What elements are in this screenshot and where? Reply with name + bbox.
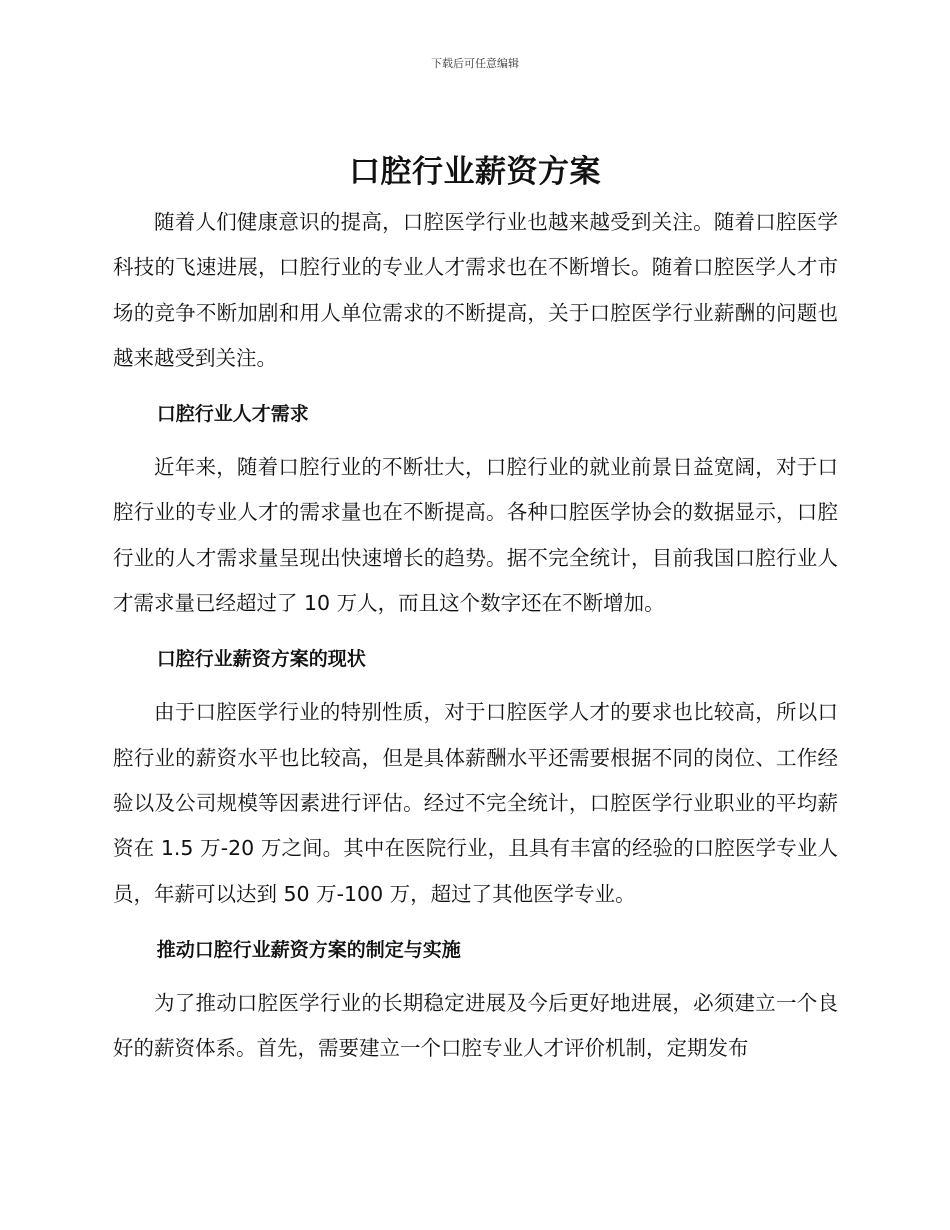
- header-note: 下载后可任意编辑: [431, 57, 519, 70]
- demand-paragraph: 近年来，随着口腔行业的不断壮大，口腔行业的就业前景日益宽阔，对于口腔行业的专业人才的需求量也在不断提高。各种口腔医学协会的数据显示，口腔行业的人才需求量呈现出快速增长的趋势。据不完全统计，目前我国口腔行业人才需求量已经超过了 10 万人，而且这个数字还在不断增加。: [113, 455, 838, 616]
- section-heading-status: 口腔行业薪资方案的现状: [156, 648, 366, 671]
- section-heading-promote: 推动口腔行业薪资方案的制定与实施: [156, 938, 461, 961]
- promote-paragraph: 为了推动口腔医学行业的长期稳定进展及今后更好地进展，必须建立一个良好的薪资体系。首先，需要建立一个口腔专业人才评价机制，定期发布: [113, 990, 838, 1061]
- document-title: 口腔行业薪资方案: [349, 154, 601, 190]
- section-heading-demand: 口腔行业人才需求: [156, 403, 309, 426]
- status-paragraph: 由于口腔医学行业的特别性质，对于口腔医学人才的要求也比较高，所以口腔行业的薪资水平也比较高，但是具体薪酬水平还需要根据不同的岗位、工作经验以及公司规模等因素进行评估。经过不完全统计，口腔医学行业职业的平均薪资在 1.5 万-20 万之间。其中在医院行业，且具有丰富的经验的口腔医学专业人员，年薪可以达到 50 万-100 万，超过了其他医学专业。: [113, 700, 838, 906]
- document-body: [113, 200, 838, 1071]
- intro-paragraph: 随着人们健康意识的提高，口腔医学行业也越来越受到关注。随着口腔医学科技的飞速进展，口腔行业的专业人才需求也在不断增长。随着口腔医学人才市场的竞争不断加剧和用人单位需求的不断提高，关于口腔医学行业薪酬的问题也越来越受到关注。: [113, 210, 838, 370]
